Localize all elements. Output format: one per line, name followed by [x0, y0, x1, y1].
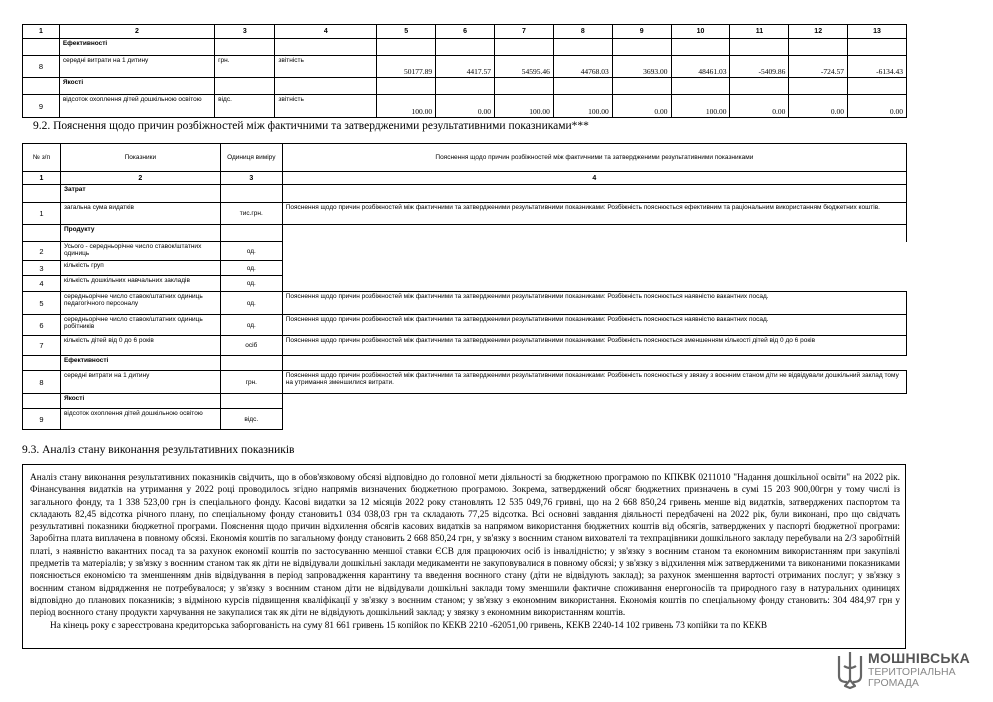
watermark-subtitle: ТЕРИТОРІАЛЬНА ГРОМАДА	[868, 666, 956, 689]
table-head-row: № з/п Показники Одиниця виміру Пояснення щодо причин розбіжностей між фактичними та затвердженими результативними показниками	[23, 144, 907, 172]
table-row: 7 кількість дітей від 0 до 6 років осіб Пояснення щодо причин розбіжностей між фактичними та затвердженими результативними показниками: Розбіжність пояснюється зменшенням кількості дітей від 0 до 6 років	[23, 336, 907, 356]
section-9-3-title: 9.3. Аналіз стану виконання результативних показників	[22, 444, 295, 456]
table-row: 3 кількість груп од.	[23, 261, 907, 276]
analysis-paragraph: На кінець року є зареєстрована кредиторська заборгованість на суму 81 661 гривень 15 копійок по КЕКВ 2210 -62051,00 гривень, КЕКВ 2240-14 102 гривень 73 копійки та по КЕКВ	[50, 620, 768, 631]
table-row: 4 кількість дошкільних навчальних закладів од.	[23, 276, 907, 292]
table-row: 2 Усього - середньорічне число ставок/штатних одиниць од.	[23, 242, 907, 261]
analysis-text-box	[22, 464, 906, 649]
section-row	[23, 78, 907, 95]
analysis-paragraph: Аналіз стану виконання результативних показників свідчить, що в обов'язковому обсязі відповідно до головної мети діяльності за бюджетною програмою по КПКВК 0211010 "Надання дошкільної освіти" на 2022 рік. Фінансування видатків на утримання у 2022 році проводилось згідно напрямів визначених бюджетною програмою. Зокрема, затверджений обсяг бюджетних призначень в сумі 15 203 900,00грн у тому числі із загального фонду, та 1 338 523,00 грн із спеціального фонду. Касові видатки за 12 місяців 2022 року становлять 12 535 049,76 гривні, що на 2 668 850,24 гривень менше від видатків, затверджених паспортом та складають 82,45 відсотка річного плану, по спеціальному фонду становить1 034 038,03 грн та складають 77,25 відсотка. Всі основні завдання діяльності передбачені на 2022 рік, були виконані, про що свідчать результативні показники бюджетної програми. Пояснення щодо причин відхилення обсягів касових видатків за напрямом використання бюджетних коштів від обсягів, затверджених у паспорті бюджетної програми: Заробітна плата виплачена в повному обсязі. Економія коштів по загальному фонду становить 2 668 850,24 грн, у зв'язку з воєнним станом вихователі та техпрацівники дошкільного закладу перебували на 2/3 заробітній платі, з наявністю вакантних посад та за рахунок економії коштів по застосуванню меншої ставки ЄСВ для працюючих осіб із інвалідністю; у зв'язку з воєнним станом та економним використанням при закупівлі предметів та матеріалів; у зв'язку з воєнним станом так як діти не відвідували дошкільні заклади медикаменти не закуповувалися в повному обсязі; у зв'язку з відхилення між затвердженими та виконаними показниками пояснюється економією та зменшенням днів відвідування в період запровадження карантину та введення воєнного стану (діти не відвідують заклад); за рахунок зменшення вартості отриманих послуг; у зв'язку з воєнним станом відрядження не потребувалося; у зв'язку з воєнним станом діти не відвідували дошкільні заклади тому зменшили фактичне споживання енергоносіїв та природного газу в натуральних одиницях відповідно до планових показників; з відміною курсів підвищення кваліфікації у зв'язку з воєнним станом; у зв'язку з економним використання. Економія коштів по спеціальному фонду становить: 304 484,97 грн у період воєнного стану продукти харчування не закупалися так як діти не відвідують дошкільний заклад; у звязку з економним використанням коштів.	[30, 473, 900, 619]
column-numbers-row: 1 2 3 4 5 6 7 8 9 10 11 12 13	[23, 25, 907, 39]
section-row: Ефективності	[23, 356, 907, 371]
table-row: 8 середні витрати на 1 дитину грн. Пояснення щодо причин розбіжностей між фактичними та затвердженими результативними показниками: Розбіжність пояснюється у звязку з воєнним станом діти не відвідували дошкільний заклад тому на утримання зменшилися витрати.	[23, 371, 907, 394]
watermark-title: МОШНІВСЬКА	[868, 650, 971, 666]
table-row: 9 відсоток охоплення дітей дошкільною освітою відс. звітність 100.00 0.00 100.00 100.00 0.00 100.00 0.00 0.00 0.00	[23, 95, 907, 118]
table-row: 9 відсоток охоплення дітей дошкільною освітою відс.	[23, 409, 907, 430]
table-row: 5 середньорічне число ставок/штатних одиниць педагогічного персоналу од. Пояснення щодо причин розбіжностей між фактичними та затвердженими результативними показниками: Розбіжність пояснюється наявністю вакантних посад.	[23, 292, 907, 315]
section-9-2-title: 9.2. Пояснення щодо причин розбіжностей між фактичними та затвердженими результативними показниками***	[33, 120, 589, 132]
section-row: Продукту	[23, 225, 907, 242]
trident-icon	[835, 650, 865, 690]
section-quality: Якості	[59, 78, 214, 95]
community-watermark	[835, 650, 985, 690]
section-row: Якості	[23, 394, 907, 409]
section-efficiency: Ефективності	[59, 39, 214, 56]
table-row: 8 середні витрати на 1 дитину грн. звітність 50177.89 4417.57 54595.46 44768.03 3693.00 48461.03 -5409.86 -724.57 -6134.43	[23, 56, 907, 78]
section-row: Затрат	[23, 185, 907, 203]
section-row	[23, 39, 907, 56]
table-row: 1 загальна сума видатків тис.грн. Пояснення щодо причин розбіжностей між фактичними та затвердженими результативними показниками: Розбіжність пояснюється ефективним та раціональним використанням бюджетних коштів.	[23, 203, 907, 225]
indicators-table	[22, 24, 907, 118]
explanations-table	[22, 143, 907, 430]
table-row: 6 середньорічне число ставок/штатних одиниць робітників од. Пояснення щодо причин розбіжностей між фактичними та затвердженими результативними показниками: Розбіжність пояснюється наявністю вакантних посад.	[23, 315, 907, 336]
column-numbers-row: 1 2 3 4	[23, 172, 907, 185]
